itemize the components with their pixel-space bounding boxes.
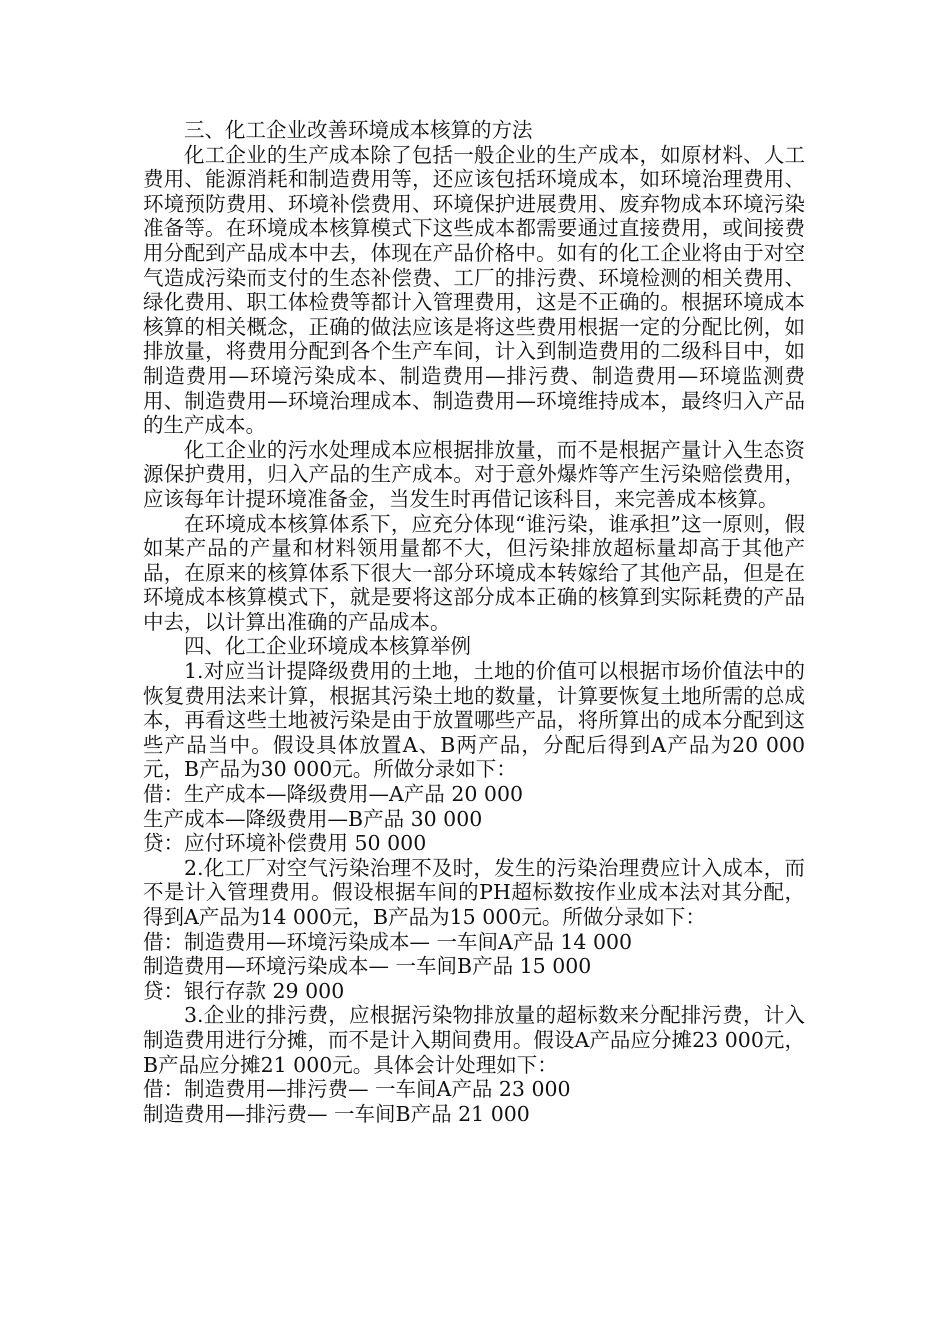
paragraph: 化工企业的生产成本除了包括一般企业的生产成本，如原材料、人工费用、能源消耗和制造费用等，还应该包括环境成本，如环境治理费用、环境预防费用、环境补偿费用、环境保护进展费用、废弃物成本环境污染准备等。在环境成本核算模式下这些成本都需要通过直接费用，或间接费用分配到产品成本中去，体现在产品价格中。如有的化工企业将由于对空气造成污染而支付的生态补偿费、工厂的排污费、环境检测的相关费用、绿化费用、职工体检费等都计入管理费用，这是不正确的。根据环境成本核算的相关概念，正确的做法应该是将这些费用根据一定的分配比例，如排放量，将费用分配到各个生产车间，计入到制造费用的二级科目中，如制造费用—环境污染成本、制造费用—排污费、制造费用—环境监测费用、制造费用—环境治理成本、制造费用—环境维持成本，最终归入产品的生产成本。 bbox=[143, 142, 805, 438]
example-paragraph: 1.对应当计提降级费用的土地，土地的价值可以根据市场价值法中的恢复费用法来计算，根据其污染土地的数量，计算要恢复土地所需的总成本，再看这些土地被污染是由于放置哪些产品，将所算出的成本分配到这些产品当中。假设具体放置A、B两产品，分配后得到A产品为20 000元，B产品为30 000元。所做分录如下： bbox=[143, 659, 805, 782]
section-heading-three: 三、化工企业改善环境成本核算的方法 bbox=[184, 118, 533, 142]
journal-entry: 借：制造费用—排污费— 一车间A产品 23 000 bbox=[143, 1077, 571, 1102]
paragraph: 在环境成本核算体系下，应充分体现“谁污染，谁承担”这一原则，假如某产品的产量和材料领用量都不大，但污染排放超标量却高于其他产品，在原来的核算体系下很大一部分环境成本转嫁给了其他产品，但是在环境成本核算模式下，就是要将这部分成本正确的核算到实际耗费的产品中去，以计算出准确的产品成本。 bbox=[143, 511, 805, 634]
journal-entry: 制造费用—环境污染成本— 一车间B产品 15 000 bbox=[143, 954, 592, 979]
journal-entry: 贷：银行存款 29 000 bbox=[143, 978, 345, 1003]
journal-entry: 贷：应付环境补偿费用 50 000 bbox=[143, 831, 427, 856]
example-paragraph: 3.企业的排污费，应根据污染物排放量的超标数来分配排污费，计入制造费用进行分摊，而不是计入期间费用。假设A产品应分摊23 000元，B产品应分摊21 000元。具体会计处理如下： bbox=[143, 1003, 805, 1077]
journal-entry: 生产成本—降级费用—B产品 30 000 bbox=[143, 806, 483, 831]
journal-entry: 制造费用—排污费— 一车间B产品 21 000 bbox=[143, 1101, 530, 1126]
document-body bbox=[143, 118, 805, 1126]
section-heading-four: 四、化工企业环境成本核算举例 bbox=[184, 634, 471, 659]
journal-entry: 借：制造费用—环境污染成本— 一车间A产品 14 000 bbox=[143, 929, 633, 954]
journal-entry: 借：生产成本—降级费用—A产品 20 000 bbox=[143, 782, 524, 807]
example-paragraph: 2.化工厂对空气污染治理不及时，发生的污染治理费应计入成本，而不是计入管理费用。假设根据车间的PH超标数按作业成本法对其分配，得到A产品为14 000元，B产品为15 000元。所做分录如下： bbox=[143, 855, 805, 929]
paragraph: 化工企业的污水处理成本应根据排放量，而不是根据产量计入生态资源保护费用，归入产品的生产成本。对于意外爆炸等产生污染赔偿费用，应该每年计提环境准备金，当发生时再借记该科目，来完善成本核算。 bbox=[143, 437, 805, 511]
